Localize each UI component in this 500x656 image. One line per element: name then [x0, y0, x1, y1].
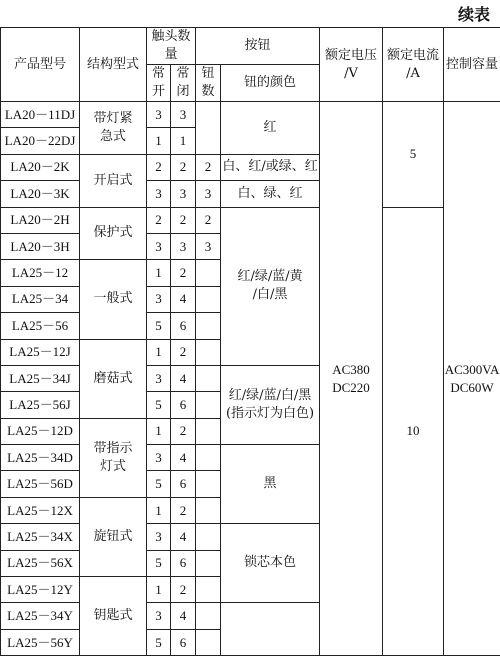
count-cell — [196, 497, 221, 523]
no-cell: 3 — [147, 603, 171, 629]
structure-cell: 钥匙式 — [80, 577, 147, 656]
model-cell: LA25－34 — [1, 286, 80, 312]
model-cell: LA25－56J — [1, 392, 80, 418]
header-button: 按钮 — [196, 28, 320, 65]
color-cell: 红 — [221, 102, 320, 155]
model-cell: LA25－12X — [1, 497, 80, 523]
no-cell: 5 — [147, 392, 171, 418]
model-cell: LA20－3H — [1, 233, 80, 259]
nc-cell: 6 — [171, 471, 196, 497]
model-cell: LA25－56Y — [1, 629, 80, 655]
count-cell — [196, 339, 221, 365]
no-cell: 3 — [147, 181, 171, 207]
header-model: 产品型号 — [1, 28, 80, 102]
current-cell: 5 — [383, 102, 444, 208]
no-cell: 3 — [147, 233, 171, 259]
count-cell — [196, 603, 221, 629]
color-cell: 白、绿、红 — [221, 181, 320, 207]
structure-cell: 带灯紧 急式 — [80, 102, 147, 155]
model-cell: LA25－56D — [1, 471, 80, 497]
nc-cell: 6 — [171, 550, 196, 576]
table-row — [1, 207, 500, 233]
nc-cell: 2 — [171, 339, 196, 365]
structure-cell: 一般式 — [80, 260, 147, 339]
structure-cell: 带指示 灯式 — [80, 418, 147, 497]
no-cell: 2 — [147, 207, 171, 233]
no-cell: 3 — [147, 365, 171, 391]
model-cell: LA25－34J — [1, 365, 80, 391]
nc-cell: 2 — [171, 207, 196, 233]
header-voltage: 额定电压 /V — [320, 28, 383, 102]
nc-cell: 2 — [171, 260, 196, 286]
header-count: 钮数 — [196, 65, 221, 102]
nc-cell: 2 — [171, 497, 196, 523]
no-cell: 2 — [147, 154, 171, 180]
header-row — [1, 28, 500, 65]
count-cell — [196, 365, 221, 391]
no-cell: 1 — [147, 260, 171, 286]
no-cell: 1 — [147, 577, 171, 603]
nc-cell: 2 — [171, 418, 196, 444]
model-cell: LA25－34X — [1, 524, 80, 550]
model-cell: LA25－12J — [1, 339, 80, 365]
color-cell: 红/绿/蓝/黄 /白/黑 — [221, 207, 320, 365]
no-cell: 5 — [147, 629, 171, 655]
nc-cell: 6 — [171, 313, 196, 339]
model-cell: LA25－56 — [1, 313, 80, 339]
header-color: 钮的颜色 — [221, 65, 320, 102]
no-cell: 5 — [147, 313, 171, 339]
no-cell: 5 — [147, 550, 171, 576]
model-cell: LA20－3K — [1, 181, 80, 207]
nc-cell: 4 — [171, 603, 196, 629]
count-cell: 2 — [196, 207, 221, 233]
count-cell — [196, 524, 221, 550]
nc-cell: 4 — [171, 524, 196, 550]
count-cell: 3 — [196, 181, 221, 207]
model-cell: LA20－2H — [1, 207, 80, 233]
count-cell — [196, 286, 221, 312]
structure-cell: 旋钮式 — [80, 497, 147, 576]
nc-cell: 6 — [171, 629, 196, 655]
count-cell — [196, 577, 221, 603]
no-cell: 1 — [147, 497, 171, 523]
count-cell — [196, 550, 221, 576]
count-cell — [196, 471, 221, 497]
no-cell: 3 — [147, 286, 171, 312]
count-cell — [196, 629, 221, 655]
model-cell: LA25－34Y — [1, 603, 80, 629]
model-cell: LA25－12Y — [1, 577, 80, 603]
model-cell: LA25－12D — [1, 418, 80, 444]
nc-cell: 4 — [171, 286, 196, 312]
model-cell: LA25－56X — [1, 550, 80, 576]
no-cell: 3 — [147, 445, 171, 471]
count-cell — [196, 313, 221, 339]
nc-cell: 2 — [171, 154, 196, 180]
model-cell: LA20－2K — [1, 154, 80, 180]
button-spec-table — [0, 27, 500, 656]
nc-cell: 4 — [171, 365, 196, 391]
color-cell: 黑 — [221, 445, 320, 524]
voltage-cell: AC380 DC220 — [320, 102, 383, 656]
header-nc: 常闭 — [171, 65, 196, 102]
no-cell: 5 — [147, 471, 171, 497]
nc-cell: 3 — [171, 181, 196, 207]
count-cell — [196, 392, 221, 418]
count-cell — [196, 418, 221, 444]
nc-cell: 3 — [171, 233, 196, 259]
nc-cell: 3 — [171, 102, 196, 128]
current-cell: 10 — [383, 207, 444, 656]
count-cell — [196, 445, 221, 471]
structure-cell: 保护式 — [80, 207, 147, 260]
header-current: 额定电流 /A — [383, 28, 444, 102]
nc-cell: 4 — [171, 445, 196, 471]
nc-cell: 6 — [171, 392, 196, 418]
structure-cell: 磨菇式 — [80, 339, 147, 418]
nc-cell: 1 — [171, 128, 196, 154]
header-structure: 结构型式 — [80, 28, 147, 102]
count-cell: 2 — [196, 154, 221, 180]
color-cell: 白、红/或绿、红 — [221, 154, 320, 180]
model-cell: LA20－11DJ — [1, 102, 80, 128]
model-cell: LA25－12 — [1, 260, 80, 286]
header-no: 常开 — [147, 65, 171, 102]
table-caption: 续表 — [458, 3, 490, 27]
no-cell: 1 — [147, 418, 171, 444]
count-cell — [196, 102, 221, 155]
model-cell: LA25－34D — [1, 445, 80, 471]
count-cell — [196, 260, 221, 286]
no-cell: 1 — [147, 339, 171, 365]
nc-cell: 2 — [171, 577, 196, 603]
header-contacts: 触头数量 — [147, 28, 196, 65]
count-cell: 3 — [196, 233, 221, 259]
model-cell: LA20－22DJ — [1, 128, 80, 154]
table-row — [1, 102, 500, 128]
color-cell: 红/绿/蓝/白/黑 (指示灯为白色) — [221, 365, 320, 444]
no-cell: 1 — [147, 128, 171, 154]
capacity-cell: AC300VA DC60W — [444, 102, 500, 656]
header-capacity: 控制容量 — [444, 28, 500, 102]
no-cell: 3 — [147, 524, 171, 550]
color-cell — [221, 603, 320, 656]
structure-cell: 开启式 — [80, 154, 147, 207]
color-cell: 锁芯本色 — [221, 524, 320, 603]
no-cell: 3 — [147, 102, 171, 128]
